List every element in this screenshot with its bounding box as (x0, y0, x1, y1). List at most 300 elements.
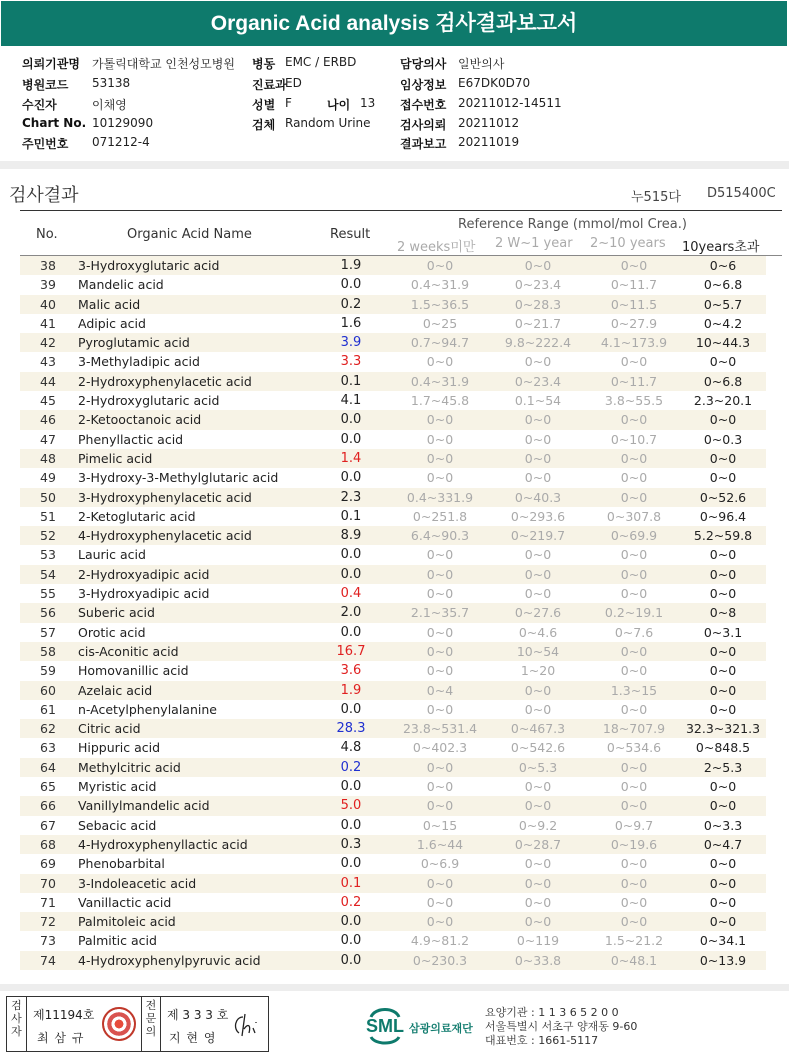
ref-over10: 0~96.4 (699, 508, 747, 524)
chart-label: Chart No. (22, 116, 87, 130)
result-value: 0.0 (340, 624, 362, 640)
ref-10years: 0~11.7 (610, 277, 658, 293)
ref-1year: 0~542.6 (510, 740, 566, 756)
row-number: 61 (40, 701, 56, 717)
acid-name: 3-Indoleacetic acid (78, 875, 197, 891)
result-value: 0.2 (340, 894, 362, 910)
row-number: 54 (40, 566, 56, 582)
row-number: 62 (40, 721, 56, 737)
ref-over10: 0~0 (709, 798, 737, 814)
result-value: 28.3 (336, 721, 366, 737)
inspector-number: 제11194호 (33, 1008, 95, 1022)
header-name: Organic Acid Name (127, 227, 252, 242)
ref-2weeks: 1.6~44 (416, 836, 464, 852)
ref-1year: 0~293.6 (510, 508, 566, 524)
table-row (20, 874, 766, 893)
ref-1year: 1~20 (520, 663, 556, 679)
result-value: 0.1 (340, 875, 362, 891)
ref-10years: 0~0 (620, 779, 648, 795)
table-row (20, 719, 766, 738)
footer-divider (0, 984, 789, 991)
chart-value: 10129090 (92, 116, 154, 130)
ref-over10: 0~0 (709, 354, 737, 370)
table-row (20, 410, 766, 429)
institution-value: 가톨릭대학교 인천성모병원 (92, 57, 235, 71)
table-row (20, 468, 766, 487)
header-result: Result (330, 227, 371, 242)
org-address: 서울특별시 서초구 양재동 9-60 (485, 1020, 638, 1033)
ref-over10: 0~6.8 (703, 277, 743, 293)
acid-name: Malic acid (78, 296, 141, 312)
acid-name: Hippuric acid (78, 740, 161, 756)
ref-10years: 0~0 (620, 412, 648, 428)
row-number: 74 (40, 952, 56, 968)
table-row (20, 545, 766, 564)
ref-2weeks: 1.7~45.8 (410, 393, 470, 409)
ref-10years: 0~0 (620, 258, 648, 273)
ref-10years: 4.1~173.9 (600, 335, 668, 351)
ref-10years: 0~19.6 (610, 836, 658, 852)
doctor-label: 담당의사 (400, 57, 447, 71)
ref-2weeks: 0~4 (426, 682, 454, 698)
table-row (20, 661, 766, 680)
result-value: 1.9 (340, 682, 362, 698)
result-value: 0.0 (340, 817, 362, 833)
ref-2weeks: 0~0 (426, 701, 454, 717)
result-value: 4.1 (340, 393, 362, 409)
table-row (20, 623, 766, 642)
row-number: 53 (40, 547, 56, 563)
ward-value: EMC / ERBD (285, 55, 357, 69)
table-row (20, 951, 766, 970)
ref-over10: 0~0 (709, 547, 737, 563)
table-row (20, 275, 766, 294)
row-number: 49 (40, 470, 56, 486)
acid-name: Homovanillic acid (78, 663, 189, 679)
ref-over10: 0~848.5 (695, 740, 751, 756)
ref-1year: 0~0 (524, 547, 552, 563)
row-number: 72 (40, 914, 56, 930)
ref-2weeks: 0~402.3 (412, 740, 468, 756)
ref-2weeks: 0~0 (426, 547, 454, 563)
sml-org-name: 삼광의료재단 (409, 1022, 473, 1035)
ref-10years: 0~0 (620, 643, 648, 659)
ref-10years: 0~0 (620, 566, 648, 582)
row-number: 70 (40, 875, 56, 891)
ref-1year: 0.1~54 (514, 393, 562, 409)
ref-2weeks: 0~0 (426, 470, 454, 486)
id-value: 071212-4 (92, 135, 150, 149)
sex-value: F (285, 96, 292, 110)
ref-2weeks: 0~15 (422, 817, 458, 833)
receipt-value: 20211012-14511 (458, 96, 562, 110)
ref-1year: 0~27.6 (514, 605, 562, 621)
ref-2weeks: 0~0 (426, 258, 454, 273)
ref-over10: 32.3~321.3 (685, 721, 761, 737)
ref-over10: 0~5.7 (703, 296, 743, 312)
ref-10years: 0~10.7 (610, 431, 658, 447)
row-number: 57 (40, 624, 56, 640)
result-value: 3.6 (340, 663, 362, 679)
row-number: 65 (40, 779, 56, 795)
row-number: 41 (40, 315, 56, 331)
table-row (20, 488, 766, 507)
specialist-label: 전문의 (141, 997, 161, 1051)
result-value: 3.9 (340, 335, 362, 351)
result-value: 8.9 (340, 528, 362, 544)
ref-1year: 10~54 (516, 643, 560, 659)
ref-over10: 0~0 (709, 875, 737, 891)
ref-1year: 0~23.4 (514, 373, 562, 389)
ref-10years: 0~0 (620, 798, 648, 814)
table-row (20, 854, 766, 873)
table-row (20, 796, 766, 815)
ref-10years: 0~11.7 (610, 373, 658, 389)
seal-stamp (102, 1007, 136, 1041)
ref-1year: 0~9.2 (518, 817, 558, 833)
row-number: 40 (40, 296, 56, 312)
clinical-label: 임상정보 (400, 78, 447, 92)
acid-name: Pimelic acid (78, 450, 153, 466)
acid-name: Suberic acid (78, 605, 155, 621)
ref-2weeks: 0~0 (426, 354, 454, 370)
acid-name: n-Acetylphenylalanine (78, 701, 217, 717)
ref-over10: 0~8 (709, 605, 737, 621)
row-number: 43 (40, 354, 56, 370)
ref-10years: 3.8~55.5 (604, 393, 664, 409)
acid-name: Methylcitric acid (78, 759, 181, 775)
org-phone: 대표번호 : 1661-5117 (485, 1034, 599, 1047)
ref-over10: 0~0 (709, 682, 737, 698)
sex-label: 성별 (252, 98, 276, 112)
row-number: 47 (40, 431, 56, 447)
row-number: 44 (40, 373, 56, 389)
result-value: 0.0 (340, 412, 362, 428)
ref-1year: 9.8~222.4 (504, 335, 572, 351)
row-number: 45 (40, 393, 56, 409)
ref-1year: 0~33.8 (514, 952, 562, 968)
table-row (20, 333, 766, 352)
ref-1year: 0~0 (524, 875, 552, 891)
ref-2weeks: 0~0 (426, 798, 454, 814)
ref-2weeks: 0~0 (426, 643, 454, 659)
ref-2weeks: 6.4~90.3 (410, 528, 470, 544)
acid-name: Phenyllactic acid (78, 431, 184, 447)
ref-over10: 0~0.3 (703, 431, 743, 447)
ref-2weeks: 0.7~94.7 (410, 335, 470, 351)
clinical-value: E67DK0D70 (458, 76, 531, 90)
ref-10years: 0~0 (620, 856, 648, 872)
ref-1year: 0~0 (524, 258, 552, 273)
ref-1year: 0~21.7 (514, 315, 562, 331)
result-value: 4.8 (340, 740, 362, 756)
ref-1year: 0~28.3 (514, 296, 562, 312)
table-top-rule (20, 210, 782, 211)
result-value: 0.1 (340, 508, 362, 524)
ref-1year: 0~119 (516, 933, 560, 949)
ref-10years: 0~0 (620, 586, 648, 602)
ref-2weeks: 0~230.3 (412, 952, 468, 968)
signature-icon (231, 1011, 265, 1039)
ref-10years: 1.5~21.2 (604, 933, 664, 949)
ref-1year: 0~0 (524, 798, 552, 814)
acid-name: Vanillylmandelic acid (78, 798, 210, 814)
header-ref-1year: 2 W~1 year (495, 236, 573, 251)
ref-1year: 0~28.7 (514, 836, 562, 852)
ref-10years: 0~27.9 (610, 315, 658, 331)
row-number: 69 (40, 856, 56, 872)
table-row (20, 681, 766, 700)
ref-2weeks: 0~0 (426, 759, 454, 775)
header-ref-over10: 10years초과 (682, 240, 760, 255)
ref-10years: 18~707.9 (602, 721, 666, 737)
result-value: 0.2 (340, 296, 362, 312)
patient-info-block (22, 55, 782, 151)
ref-10years: 0~0 (620, 701, 648, 717)
specimen-value: Random Urine (285, 116, 371, 130)
row-number: 59 (40, 663, 56, 679)
header-ref-2weeks: 2 weeks미만 (397, 240, 476, 255)
table-row (20, 738, 766, 757)
row-number: 46 (40, 412, 56, 428)
table-row (20, 430, 766, 449)
results-table (20, 256, 782, 970)
ref-1year: 0~0 (524, 586, 552, 602)
result-value: 0.0 (340, 566, 362, 582)
ref-over10: 2~5.3 (703, 759, 743, 775)
ref-2weeks: 0~0 (426, 566, 454, 582)
ref-10years: 0~9.7 (614, 817, 654, 833)
result-value: 1.9 (340, 258, 362, 273)
row-number: 50 (40, 489, 56, 505)
result-value: 2.0 (340, 605, 362, 621)
result-value: 0.2 (340, 759, 362, 775)
ref-over10: 0~0 (709, 856, 737, 872)
result-value: 1.6 (340, 315, 362, 331)
ref-10years: 0~0 (620, 875, 648, 891)
ref-1year: 0~4.6 (518, 624, 558, 640)
ref-10years: 0.2~19.1 (604, 605, 664, 621)
age-value: 13 (360, 96, 376, 110)
table-row (20, 352, 766, 371)
row-number: 71 (40, 894, 56, 910)
result-value: 0.0 (340, 701, 362, 717)
ref-10years: 0~69.9 (610, 528, 658, 544)
patient-label: 수진자 (22, 98, 57, 112)
ref-10years: 0~0 (620, 759, 648, 775)
ref-over10: 0~0 (709, 470, 737, 486)
report-label: 결과보고 (400, 137, 447, 151)
ref-2weeks: 0~25 (422, 315, 458, 331)
specimen-label: 검체 (252, 118, 276, 132)
acid-name: Orotic acid (78, 624, 146, 640)
institution-label: 의뢰기관명 (22, 57, 80, 71)
result-value: 0.0 (340, 914, 362, 930)
specialist-number: 제 3 3 3 호 (167, 1008, 229, 1022)
result-value: 0.0 (340, 277, 362, 293)
specialist-name: 지 현 영 (169, 1031, 217, 1045)
ref-2weeks: 0.4~331.9 (406, 489, 474, 505)
report-title: Organic Acid analysis 검사결과보고서 (1, 1, 787, 46)
table-row (20, 391, 766, 410)
ref-1year: 0~0 (524, 856, 552, 872)
ref-10years: 0~0 (620, 663, 648, 679)
table-row (20, 565, 766, 584)
ref-1year: 0~40.3 (514, 489, 562, 505)
row-number: 64 (40, 759, 56, 775)
hospital-code-value: 53138 (92, 76, 131, 90)
ref-10years: 1.3~15 (610, 682, 658, 698)
result-value: 0.4 (340, 586, 362, 602)
ref-over10: 0~0 (709, 663, 737, 679)
row-number: 58 (40, 643, 56, 659)
ward-label: 병동 (252, 57, 276, 71)
table-row (20, 449, 766, 468)
ref-10years: 0~7.6 (614, 624, 654, 640)
ref-2weeks: 1.5~36.5 (410, 296, 470, 312)
result-value: 0.0 (340, 952, 362, 968)
table-row (20, 816, 766, 835)
acid-name: 2-Ketoglutaric acid (78, 508, 196, 524)
result-value: 0.0 (340, 856, 362, 872)
table-row (20, 295, 766, 314)
table-row (20, 931, 766, 950)
acid-name: Azelaic acid (78, 682, 153, 698)
row-number: 48 (40, 450, 56, 466)
age-label: 나이 (327, 98, 351, 112)
table-row (20, 372, 766, 391)
ref-2weeks: 0~0 (426, 431, 454, 447)
table-row (20, 526, 766, 545)
ref-over10: 10~44.3 (695, 335, 751, 351)
row-number: 42 (40, 335, 56, 351)
ref-1year: 0~0 (524, 450, 552, 466)
row-number: 60 (40, 682, 56, 698)
hospital-code-label: 병원코드 (22, 78, 69, 92)
ref-over10: 5.2~59.8 (693, 528, 753, 544)
ref-1year: 0~219.7 (510, 528, 566, 544)
row-number: 55 (40, 586, 56, 602)
id-label: 주민번호 (22, 137, 69, 151)
ref-over10: 0~0 (709, 779, 737, 795)
row-number: 39 (40, 277, 56, 293)
row-number: 66 (40, 798, 56, 814)
ref-over10: 0~0 (709, 450, 737, 466)
ref-2weeks: 2.1~35.7 (410, 605, 470, 621)
ref-10years: 0~0 (620, 894, 648, 910)
acid-name: cis-Aconitic acid (78, 643, 179, 659)
ref-2weeks: 0.4~31.9 (410, 373, 470, 389)
ref-over10: 0~0 (709, 586, 737, 602)
acid-name: Sebacic acid (78, 817, 157, 833)
table-row (20, 603, 766, 622)
ref-over10: 0~3.3 (703, 817, 743, 833)
ref-2weeks: 0~0 (426, 450, 454, 466)
row-number: 51 (40, 508, 56, 524)
ref-over10: 0~0 (709, 566, 737, 582)
acid-name: Pyroglutamic acid (78, 335, 190, 351)
result-value: 0.0 (340, 933, 362, 949)
ref-over10: 0~6 (709, 258, 737, 273)
table-row (20, 893, 766, 912)
acid-name: Phenobarbital (78, 856, 165, 872)
acid-name: 3-Hydroxyadipic acid (78, 586, 210, 602)
table-row (20, 777, 766, 796)
acid-name: Lauric acid (78, 547, 146, 563)
row-number: 63 (40, 740, 56, 756)
result-value: 1.4 (340, 450, 362, 466)
acid-name: 2-Ketooctanoic acid (78, 412, 202, 428)
dept-value: ED (285, 76, 302, 90)
table-row (20, 758, 766, 777)
acid-name: 3-Methyladipic acid (78, 354, 200, 370)
acid-name: 3-Hydroxyglutaric acid (78, 258, 220, 273)
ref-2weeks: 0~251.8 (412, 508, 468, 524)
sml-brand: SML (366, 1016, 404, 1036)
ref-10years: 0~0 (620, 489, 648, 505)
doctor-value: 일반의사 (458, 57, 505, 71)
acid-name: Myristic acid (78, 779, 157, 795)
ref-10years: 0~11.5 (610, 296, 658, 312)
ref-1year: 0~0 (524, 701, 552, 717)
header-reference-range: Reference Range (mmol/mol Crea.) (458, 217, 687, 232)
acid-name: 4-Hydroxyphenylacetic acid (78, 528, 252, 544)
row-number: 68 (40, 836, 56, 852)
table-row (20, 507, 766, 526)
ref-1year: 0~0 (524, 682, 552, 698)
ref-over10: 0~4.2 (703, 315, 743, 331)
request-label: 검사의뢰 (400, 118, 447, 132)
table-row (20, 642, 766, 661)
ref-2weeks: 0~0 (426, 875, 454, 891)
ref-over10: 2.3~20.1 (693, 393, 753, 409)
acid-name: 4-Hydroxyphenyllactic acid (78, 836, 248, 852)
ref-10years: 0~307.8 (606, 508, 662, 524)
ref-10years: 0~48.1 (610, 952, 658, 968)
ref-1year: 0~0 (524, 914, 552, 930)
inspector-label: 검사자 (7, 997, 27, 1051)
header-no: No. (36, 227, 58, 242)
result-value: 0.3 (340, 836, 362, 852)
ref-over10: 0~4.7 (703, 836, 743, 852)
result-value: 0.0 (340, 470, 362, 486)
inspector-name: 최 삼 규 (37, 1031, 85, 1045)
ref-2weeks: 0~0 (426, 663, 454, 679)
result-value: 5.0 (340, 798, 362, 814)
ref-1year: 0~0 (524, 894, 552, 910)
ref-over10: 0~13.9 (699, 952, 747, 968)
ref-10years: 0~0 (620, 547, 648, 563)
ref-10years: 0~534.6 (606, 740, 662, 756)
ref-10years: 0~0 (620, 354, 648, 370)
ref-over10: 0~0 (709, 412, 737, 428)
ref-over10: 0~6.8 (703, 373, 743, 389)
ref-2weeks: 0.4~31.9 (410, 277, 470, 293)
ref-over10: 0~0 (709, 643, 737, 659)
result-value: 3.3 (340, 354, 362, 370)
report-value: 20211019 (458, 135, 520, 149)
ref-2weeks: 0~0 (426, 914, 454, 930)
acid-name: 3-Hydroxyphenylacetic acid (78, 489, 252, 505)
ref-10years: 0~0 (620, 470, 648, 486)
acid-name: Palmitic acid (78, 933, 157, 949)
ref-10years: 0~0 (620, 450, 648, 466)
ref-2weeks: 0~0 (426, 586, 454, 602)
patient-value: 이채영 (92, 98, 127, 112)
row-number: 56 (40, 605, 56, 621)
acid-name: Citric acid (78, 721, 141, 737)
ref-1year: 0~467.3 (510, 721, 566, 737)
